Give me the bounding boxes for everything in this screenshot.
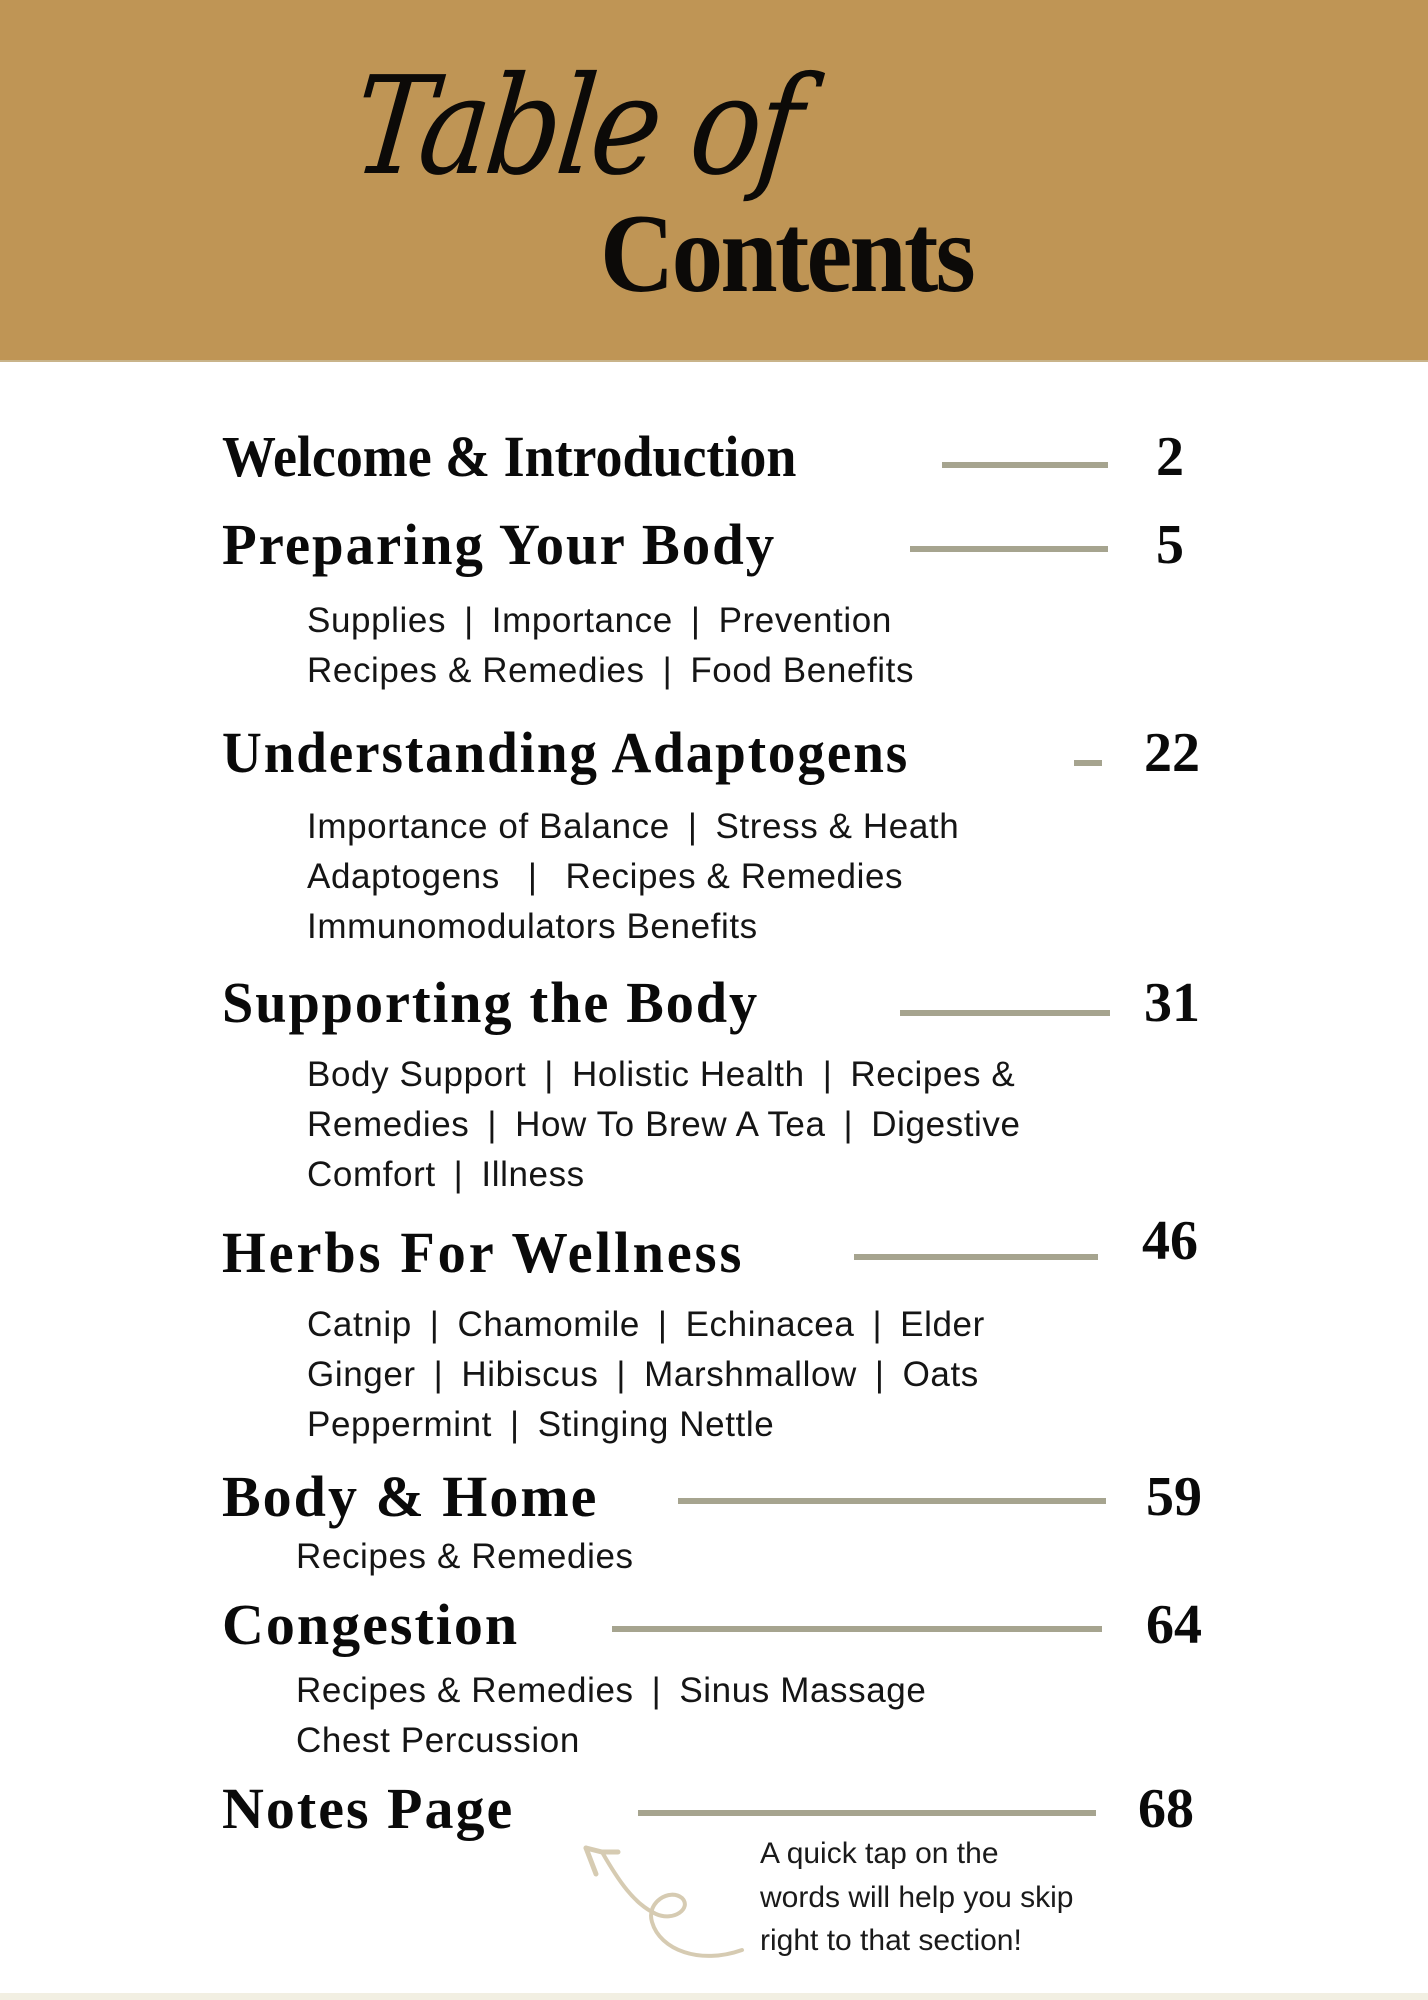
navigation-tip-line: A quick tap on the [760,1837,999,1870]
subtopic-recipes-remedies[interactable]: Recipes & Remedies [307,651,645,690]
subtopic-holistic-health[interactable]: Holistic Health [572,1055,805,1094]
toc-entry-preparing-your-body[interactable] [222,510,1184,690]
leader-line [678,1498,1106,1504]
subtopic-immunomodulators-benefits[interactable]: Immunomodulators Benefits [307,907,758,946]
toc-entry-title[interactable]: Congestion [222,1592,520,1657]
subtopic-oats[interactable]: Oats [902,1355,979,1394]
toc-page-number[interactable]: 31 [1144,972,1200,1034]
subtopic-echinacea[interactable]: Echinacea [685,1305,855,1344]
subtopic-body-support[interactable]: Body Support [307,1055,527,1094]
leader-line [854,1254,1098,1260]
toc-entry-welcome[interactable] [222,422,1182,492]
leader-line [910,546,1108,552]
leader-line [638,1810,1096,1816]
subtopic-importance[interactable]: Importance [491,601,673,640]
subtopic-recipes-remedies[interactable]: Recipes & [850,1055,1016,1094]
toc-entry-title[interactable]: Notes Page [222,1776,515,1841]
subtopic-line [296,1532,634,1583]
subtopic-chest-percussion[interactable]: Chest Percussion [296,1721,580,1760]
toc-entry-congestion[interactable] [222,1590,1202,1760]
subtopic-recipes-remedies[interactable]: Recipes & Remedies [296,1671,634,1710]
subtopic-remedies[interactable]: Remedies [307,1105,470,1144]
subtopic-stinging-nettle[interactable]: Stinging Nettle [537,1405,775,1444]
bottom-border [0,1993,1428,2000]
subtopic-line: Importance of Balance | Stress & Heath [307,807,960,846]
title-script: Table of [346,46,807,206]
navigation-tip [760,1832,1160,1963]
subtopic-line: Recipes & Remedies | Food Benefits [307,651,915,690]
subtopic-line: Ginger | Hibiscus | Marshmallow | Oats [307,1355,979,1394]
toc-page-number[interactable]: 64 [1146,1594,1202,1656]
subtopic-sinus-massage[interactable]: Sinus Massage [679,1671,927,1710]
subtopic-how-to-brew-a-tea[interactable]: How To Brew A Tea [515,1105,826,1144]
subtopic-chamomile[interactable]: Chamomile [457,1305,640,1344]
subtopic-illness[interactable]: Illness [481,1155,585,1194]
leader-line [900,1010,1110,1016]
subtopic-digestive[interactable]: Digestive [871,1105,1021,1144]
toc-entry-understanding-adaptogens[interactable] [222,718,1200,946]
subtopic-line: Adaptogens | Recipes & Remedies [307,857,904,896]
subtopic-recipes-remedies[interactable]: Recipes & Remedies [296,1537,634,1576]
subtopic-line: Catnip | Chamomile | Echinacea | Elder [307,1305,985,1344]
leader-line [612,1626,1102,1632]
toc-entry-title[interactable]: Body & Home [222,1464,599,1529]
subtopic-ginger[interactable]: Ginger [307,1355,416,1394]
subtopic-line: Recipes & Remedies | Sinus Massage [296,1671,927,1710]
toc-entry-title[interactable]: Understanding Adaptogens [222,720,910,785]
toc-entry-body-and-home[interactable] [222,1462,1202,1576]
leader-line [942,462,1108,468]
subtopic-elder[interactable]: Elder [900,1305,985,1344]
subtopic-hibiscus[interactable]: Hibiscus [461,1355,599,1394]
toc-page-number[interactable]: 2 [1156,426,1184,488]
toc-page-number[interactable]: 46 [1142,1210,1198,1272]
toc-entry-title[interactable]: Herbs For Wellness [222,1220,745,1285]
subtopic-line: Body Support | Holistic Health | Recipes & [307,1055,1016,1094]
toc-entry-herbs-for-wellness[interactable] [222,1210,1198,1444]
subtopic-catnip[interactable]: Catnip [307,1305,412,1344]
toc-entry-supporting-the-body[interactable] [222,968,1200,1194]
subtopic-line: Remedies | How To Brew A Tea | Digestive [307,1105,1021,1144]
navigation-tip-line: right to that section! [760,1924,1022,1957]
toc-page-number[interactable]: 68 [1138,1778,1194,1840]
subtopic-prevention[interactable]: Prevention [718,601,892,640]
subtopic-recipes-remedies[interactable]: Recipes & Remedies [565,857,904,896]
toc-page-number[interactable]: 5 [1156,514,1184,576]
header-band [0,0,1428,362]
subtopic-line: Comfort | Illness [307,1155,585,1194]
toc-page-number[interactable]: 22 [1144,722,1200,784]
subtopic-importance-of-balance[interactable]: Importance of Balance [307,807,670,846]
subtopic-peppermint[interactable]: Peppermint [307,1405,492,1444]
subtopic-food-benefits[interactable]: Food Benefits [690,651,915,690]
subtopic-comfort[interactable]: Comfort [307,1155,436,1194]
subtopic-stress-health[interactable]: Stress & Heath [715,807,960,846]
subtopic-adaptogens[interactable]: Adaptogens [307,857,500,896]
subtopic-line: Peppermint | Stinging Nettle [307,1405,775,1444]
toc-entry-title[interactable]: Preparing Your Body [222,512,777,577]
subtopic-supplies[interactable]: Supplies [307,601,447,640]
subtopic-line [307,902,758,953]
subtopic-line [296,1716,580,1767]
leader-line [1074,760,1102,766]
toc-page-number[interactable]: 59 [1146,1466,1202,1528]
toc-entry-title[interactable]: Supporting the Body [222,970,760,1035]
navigation-tip-line: words will help you skip [760,1880,1074,1914]
title-main: Contents [600,192,973,316]
subtopic-line: Supplies | Importance | Prevention [307,601,892,640]
curly-arrow-icon [570,1840,750,1980]
toc-entry-title[interactable]: Welcome & Introduction [222,424,797,489]
subtopic-marshmallow[interactable]: Marshmallow [644,1355,857,1394]
